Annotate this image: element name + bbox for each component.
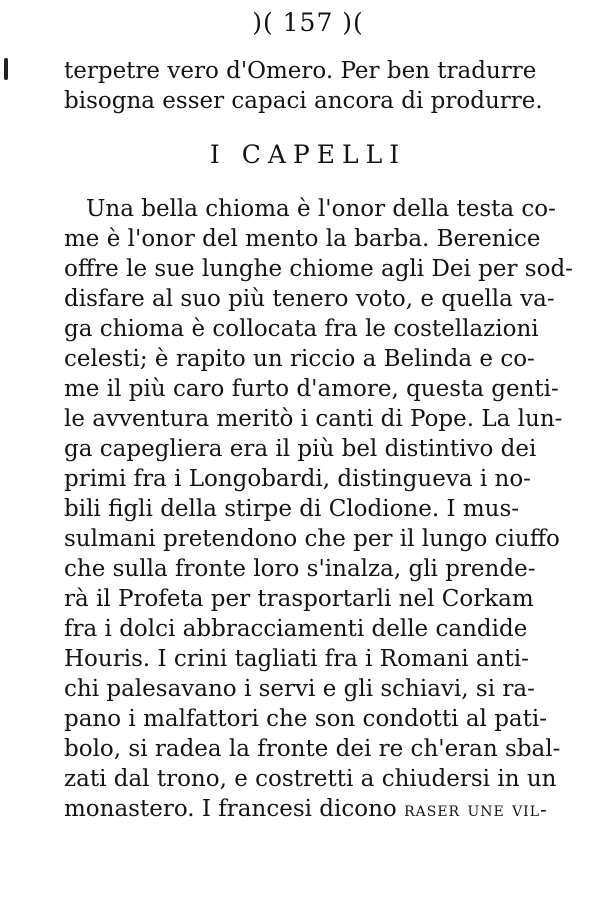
text-line: pano i malfattori che son condotti al pati- — [64, 706, 548, 732]
text-line-with-phrase — [64, 794, 548, 824]
text-line: bisogna esser capaci ancora di produrre. — [64, 88, 543, 114]
text-line: Houris. I crini tagliati fra i Romani anti- — [64, 646, 529, 672]
text-line: che sulla fronte loro s'inalza, gli prende- — [64, 556, 536, 582]
french-phrase: raser une vil- — [404, 797, 548, 821]
section-title: I CAPELLI — [209, 140, 407, 169]
text-line: sulmani pretendono che per il lungo ciuffo — [64, 526, 560, 552]
page-edge-mark — [4, 58, 8, 80]
text-line: Una bella chioma è l'onor della testa co- — [86, 196, 556, 222]
text-line: offre le sue lunghe chiome agli Dei per sod- — [64, 256, 573, 282]
text-line: primi fra i Longobardi, distingueva i no- — [64, 466, 531, 492]
text-line: chi palesavano i servi e gli schiavi, si ra- — [64, 676, 535, 702]
text-line: me è l'onor del mento la barba. Berenice — [64, 226, 541, 252]
text-line: disfare al suo più tenero voto, e quella va- — [64, 286, 555, 312]
text-line: fra i dolci abbracciamenti delle candide — [64, 616, 528, 642]
text-line: le avventura meritò i canti di Pope. La lun- — [64, 406, 563, 432]
text-line: terpetre vero d'Omero. Per ben tradurre — [64, 58, 537, 84]
text-line: zati dal trono, e costretti a chiudersi in un — [64, 766, 557, 792]
text-line: ga chioma è collocata fra le costellazioni — [64, 316, 539, 342]
page-number: )( 157 )( — [252, 8, 364, 37]
text-segment: monastero. I francesi dicono — [64, 796, 397, 822]
text-line: celesti; è rapito un riccio a Belinda e co- — [64, 346, 535, 372]
text-line: me il più caro furto d'amore, questa genti- — [64, 376, 559, 402]
text-line: ga capegliera era il più bel distintivo dei — [64, 436, 537, 462]
text-line: rà il Profeta per trasportarli nel Corkam — [64, 586, 534, 612]
text-line: bili figli della stirpe di Clodione. I mus- — [64, 496, 520, 522]
text-line: bolo, si radea la fronte dei re ch'eran sbal- — [64, 736, 561, 762]
